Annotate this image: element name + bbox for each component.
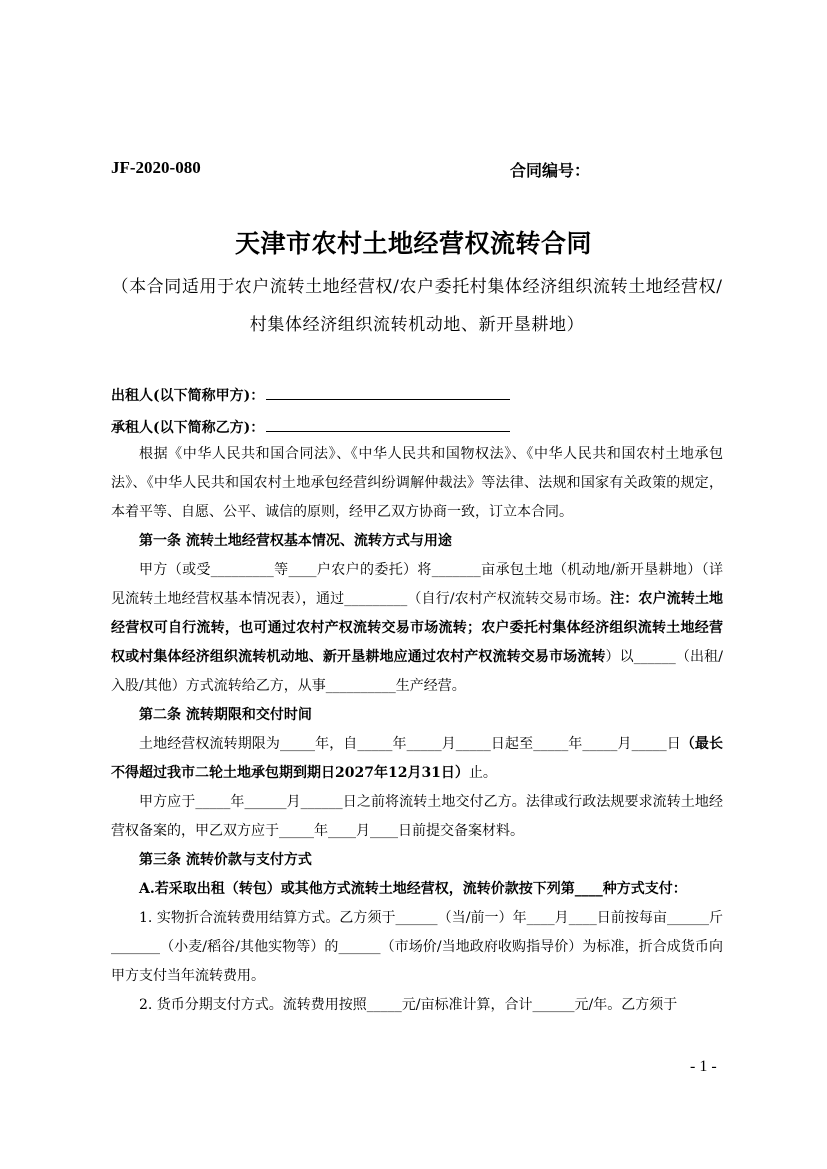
article-3-item-2: 2. 货币分期支付方式。流转费用按照_____元/亩标准计算，合计______元/年。乙方须于 [139,997,678,1013]
article-1-text-a: 甲方（或受_________等____户农户的委托）将_______亩承包土地（机动地/新开垦耕地）（详见流转土地经营权基本情况表），通过_________（自行/农村产权流转交易市场。 [111,562,723,607]
contract-body [111,440,723,1020]
contract-code: JF-2020-080 [111,158,201,177]
article-2-term [111,730,723,788]
article-3-section-a: A.若采取出租（转包）或其他方式流转土地经营权，流转价款按下列第____种方式支付： [139,881,687,897]
lessee-label: 承租人(以下简称乙方)： [111,420,265,436]
article-2-title: 第二条 流转期限和交付时间 [139,707,312,723]
article-3-item-1: 1. 实物折合流转费用结算方式。乙方须于______（当/前一）年____月____日前按每亩______斤_______（小麦/稻谷/其他实物等）的______（市场价/当地政府收购指导价）为标准，折合成货币向甲方支付当年流转费用。 [111,910,723,984]
article-2-delivery: 甲方应于_____年______月______日之前将流转土地交付乙方。法律或行政法规要求流转土地经营权备案的，甲乙双方应于_____年____月____日前提交备案材料。 [111,794,723,839]
article-1-note: 注：农户流转土地经营权可自行流转，也可通过农村产权流转交易市场流转；农户委托村集体经济组织流转土地经营权或村集体经济组织流转机动地、新开垦耕地应通过农村产权流转交易市场流转 [111,591,724,665]
article-1-title: 第一条 流转土地经营权基本情况、流转方式与用途 [139,533,452,549]
article-1-text-b: ）以______（出租/入股/其他）方式流转给乙方，从事__________生产经营。 [111,649,724,694]
document-subtitle: （本合同适用于农户流转土地经营权/农户委托村集体经济组织流转土地经营权/村集体经济组织流转机动地、新开垦耕地） [111,277,723,335]
lessor-label: 出租人(以下简称甲方)： [111,388,265,404]
article-3-title: 第三条 流转价款与支付方式 [139,852,312,868]
lessor-blank [266,387,510,400]
lessor-line [111,385,510,405]
article-2-note: （最长不得超过我市二轮土地承包期到期日2027年12月31日） [111,736,724,781]
contract-number-label: 合同编号： [510,161,591,180]
article-2-text-a: 土地经营权流转期限为_____年，自_____年_____月_____日起至_____年_____月_____日 [139,736,681,752]
page-number: - 1 - [690,1058,717,1075]
preamble: 根据《中华人民共和国合同法》、《中华人民共和国物权法》、《中华人民共和国农村土地承包法》、《中华人民共和国农村土地承包经营纠纷调解仲裁法》等法律、法规和国家有关政策的规定，本着平等、自愿、公平、诚信的原则，经甲乙双方协商一致，订立本合同。 [111,446,723,520]
lessee-blank [266,419,510,432]
lessee-line [111,417,510,437]
document-title: 天津市农村土地经营权流转合同 [234,229,592,258]
article-1-text [111,556,723,701]
article-2-text-b: 止。 [468,765,497,781]
